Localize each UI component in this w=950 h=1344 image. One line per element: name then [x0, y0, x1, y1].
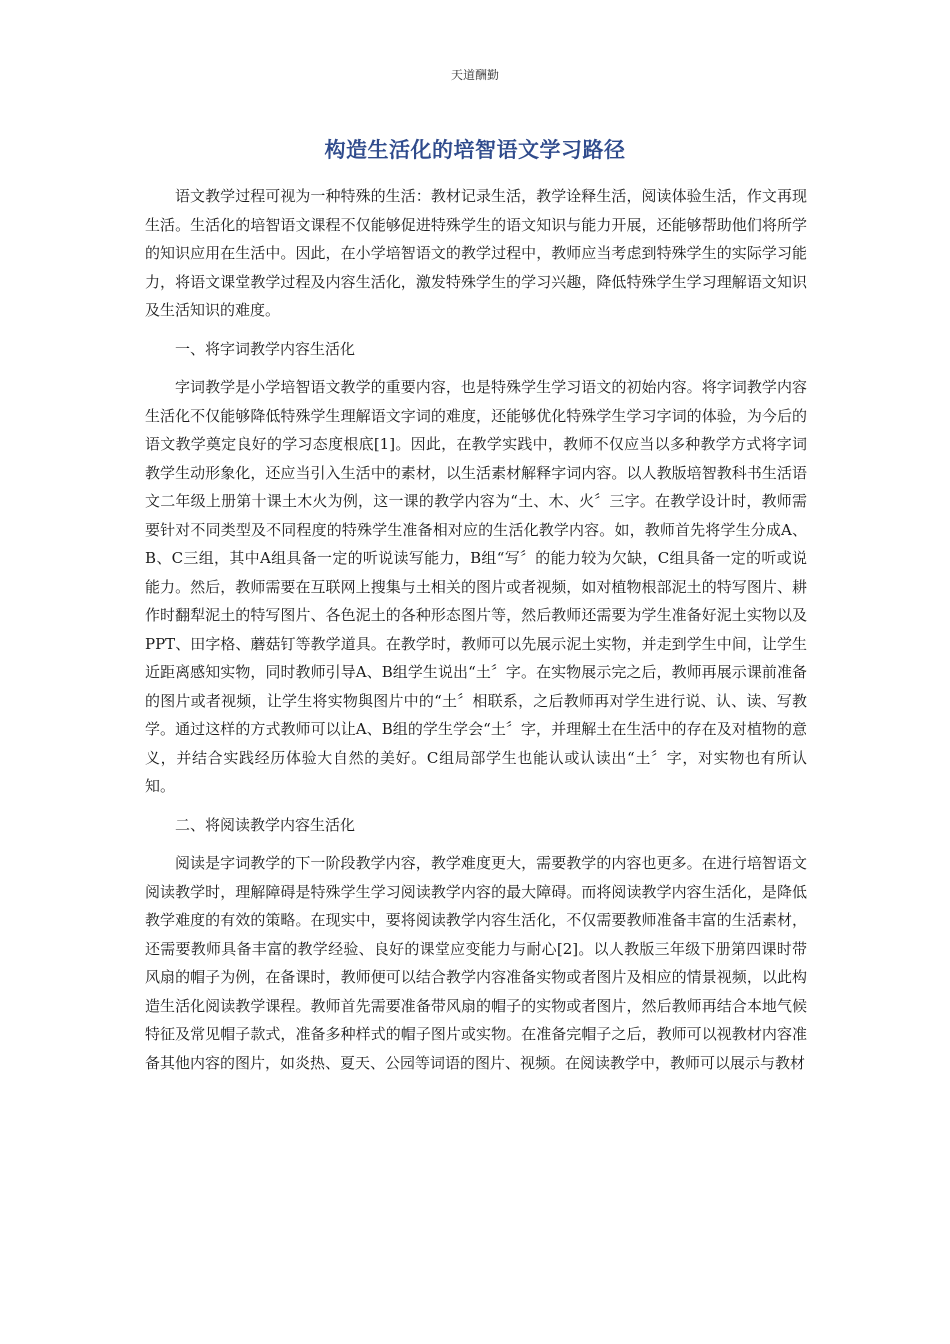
document-title: 构造生活化的培智语文学习路径	[324, 138, 626, 162]
section-1-heading: 一、将字词教学内容生活化	[175, 339, 356, 358]
section-2-heading: 二、将阅读教学内容生活化	[175, 815, 356, 834]
section-2-paragraph: 阅读是字词教学的下一阶段教学内容，教学难度更大，需要教学的内容也更多。在进行培智语文阅读教学时，理解障碍是特殊学生学习阅读教学内容的最大障碍。而将阅读教学内容生活化，是降低教学难度的有效的策略。在现实中，要将阅读教学内容生活化，不仅需要教师准备丰富的生活素材，还需要教师具备丰富的教学经验、良好的课堂应变能力与耐心[2]。以人教版三年级下册第四课时带风扇的帽子为例，在备课时，教师便可以结合教学内容准备实物或者图片及相应的情景视频，以此构造生活化阅读教学课程。教师首先需要准备带风扇的帽子的实物或者图片，然后教师再结合本地气候特征及常见帽子款式，准备多种样式的帽子图片或实物。在准备完帽子之后，教师可以视教材内容准备其他内容的图片，如炎热、夏天、公园等词语的图片、视频。在阅读教学中，教师可以展示与教材	[145, 854, 807, 1072]
section-1-paragraph: 字词教学是小学培智语文教学的重要内容，也是特殊学生学习语文的初始内容。将字词教学内容生活化不仅能够降低特殊学生理解语文字词的难度，还能够优化特殊学生学习字词的体验，为今后的语文教学奠定良好的学习态度根底[1]。因此，在教学实践中，教师不仅应当以多种教学方式将字词教学生动形象化，还应当引入生活中的素材，以生活素材解释字词内容。以人教版培智教科书生活语文二年级上册第十课土木火为例，这一课的教学内容为“土、木、火〞三字。在教学设计时，教师需要针对不同类型及不同程度的特殊学生准备相对应的生活化教学内容。如，教师首先将学生分成A、B、C三组，其中A组具备一定的听说读写能力，B组“写〞的能力较为欠缺，C组具备一定的听或说能力。然后，教师需要在互联网上搜集与土相关的图片或者视频，如对植物根部泥土的特写图片、耕作时翻犁泥土的特写图片、各色泥土的各种形态图片等，然后教师还需要为学生准备好泥土实物以及PPT、田字格、蘑菇钉等教学道具。在教学时，教师可以先展示泥土实物，并走到学生中间，让学生近距离感知实物，同时教师引导A、B组学生说出“土〞字。在实物展示完之后，教师再展示课前准备的图片或者视频，让学生将实物與图片中的“土〞相联系，之后教师再对学生进行说、认、读、写教学。通过这样的方式教师可以让A、B组的学生学会“土〞字，并理解土在生活中的存在及对植物的意义，并结合实践经历体验大自然的美好。C组局部学生也能认或认读出“土〞字，对实物也有所认知。	[145, 378, 807, 795]
page-header: 天道酬勤	[450, 68, 499, 82]
intro-paragraph: 语文教学过程可视为一种特殊的生活：教材记录生活，教学诠释生活，阅读体验生活，作文再现生活。生活化的培智语文课程不仅能够促进特殊学生的语文知识与能力开展，还能够帮助他们将所学的知识应用在生活中。因此，在小学培智语文的教学过程中，教师应当考虑到特殊学生的实际学习能力，将语文课堂教学过程及内容生活化，激发特殊学生的学习兴趣，降低特殊学生学习理解语文知识及生活知识的难度。	[145, 187, 807, 319]
document-body	[145, 182, 807, 1087]
